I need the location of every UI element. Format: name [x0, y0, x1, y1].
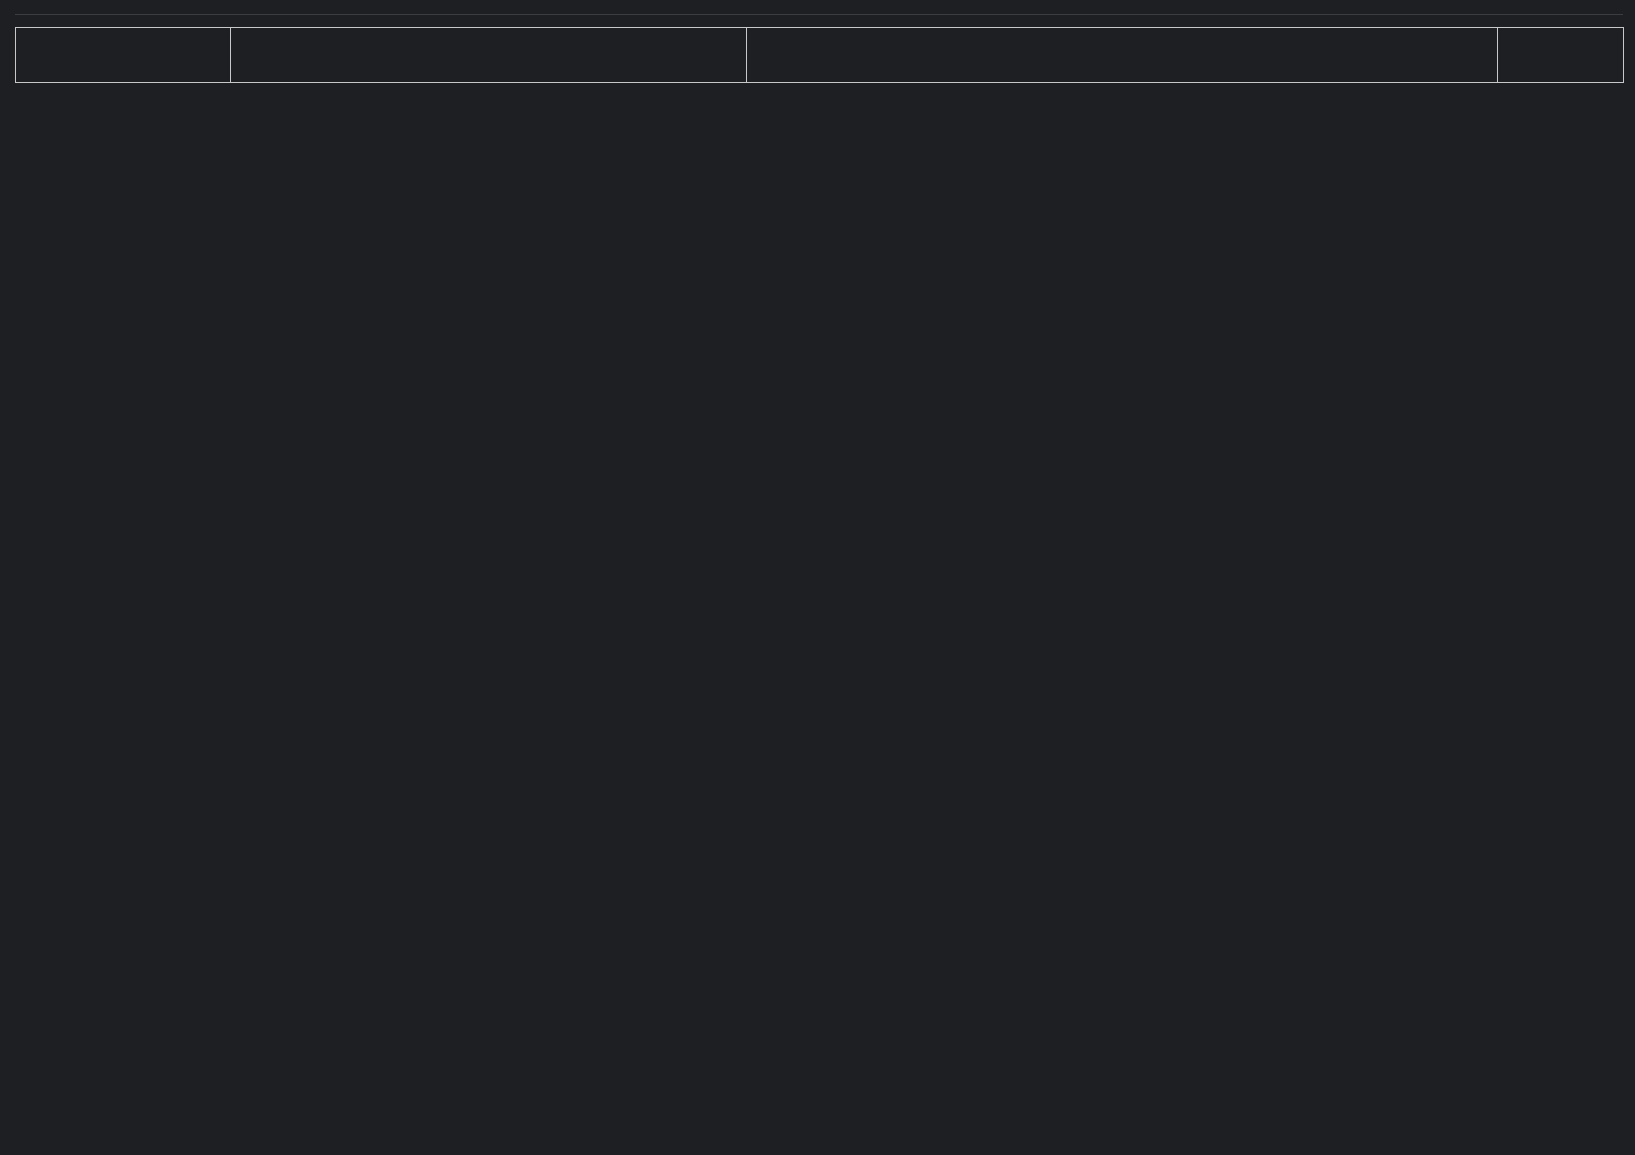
header-kills	[1498, 28, 1624, 83]
document	[0, 0, 1635, 83]
header-status	[231, 28, 747, 83]
participants-table	[15, 27, 1624, 83]
header-actions	[747, 28, 1498, 83]
divider	[15, 14, 1623, 15]
header-participant	[16, 28, 231, 83]
table-header-row	[16, 28, 1624, 83]
